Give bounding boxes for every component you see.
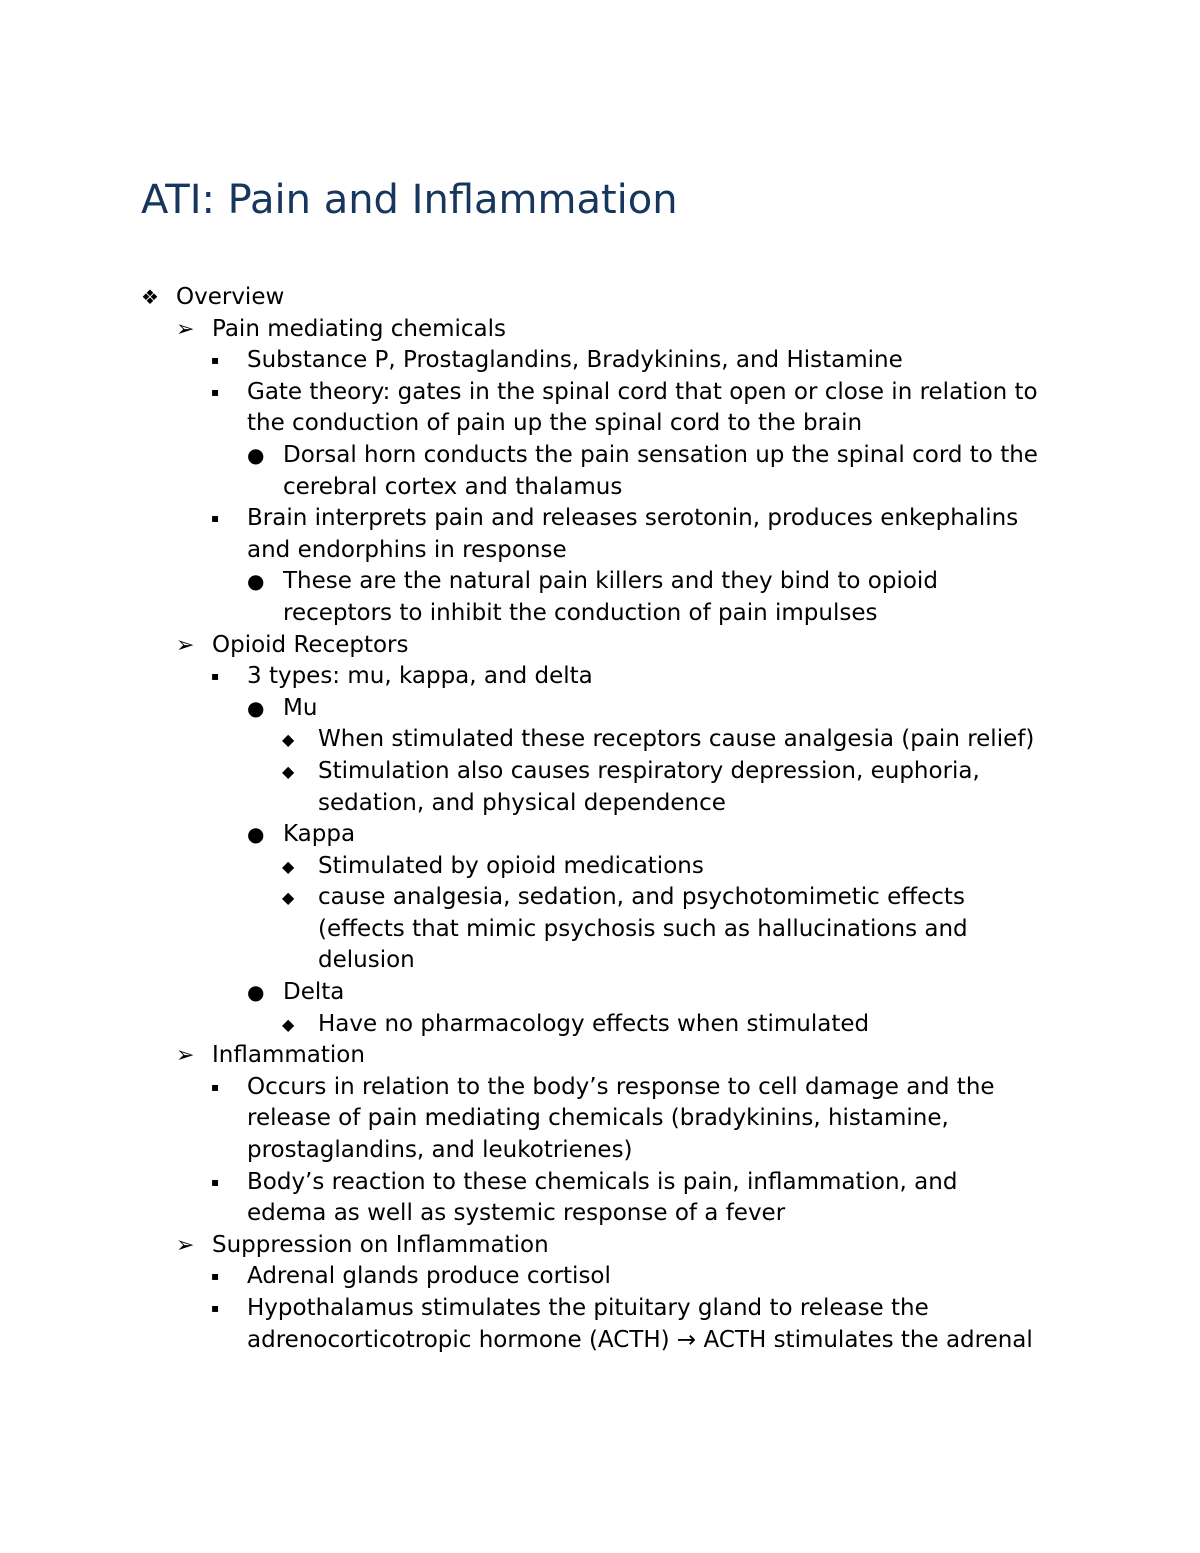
list-item bbox=[0, 630, 1060, 662]
list-item-continuation bbox=[0, 1135, 1060, 1167]
diamond-bullet-icon: ◆ bbox=[282, 856, 295, 876]
list-item bbox=[0, 977, 1060, 1009]
list-item bbox=[0, 693, 1060, 725]
list-item bbox=[0, 377, 1060, 409]
square-bullet-icon: ▪ bbox=[211, 669, 220, 684]
square-bullet-icon: ▪ bbox=[211, 511, 220, 526]
arrow-bullet-icon: ➢ bbox=[176, 1043, 195, 1069]
list-item bbox=[0, 282, 1060, 314]
list-item-text: and endorphins in response bbox=[247, 536, 567, 563]
list-item-text: Have no pharmacology effects when stimulated bbox=[318, 1010, 870, 1037]
list-item-continuation bbox=[0, 1325, 1060, 1357]
list-item-continuation bbox=[0, 945, 1060, 977]
list-item bbox=[0, 345, 1060, 377]
square-bullet-icon: ▪ bbox=[211, 1174, 220, 1189]
list-item-continuation bbox=[0, 788, 1060, 820]
list-item-text: Hypothalamus stimulates the pituitary gland to release the bbox=[247, 1295, 929, 1321]
square-bullet-icon: ▪ bbox=[211, 353, 220, 368]
list-item-text: edema as well as systemic response of a fever bbox=[247, 1200, 786, 1227]
list-item-text: release of pain mediating chemicals (bradykinins, histamine, bbox=[247, 1105, 949, 1132]
list-item bbox=[0, 882, 1060, 914]
list-item-continuation bbox=[0, 598, 1060, 630]
list-item bbox=[0, 851, 1060, 883]
list-item bbox=[0, 1293, 1060, 1325]
list-item bbox=[0, 314, 1060, 346]
list-item-text: Stimulated by opioid medications bbox=[318, 852, 704, 879]
list-item-continuation bbox=[0, 914, 1060, 946]
round-bullet-icon: ● bbox=[247, 569, 265, 594]
list-item-continuation bbox=[0, 408, 1060, 440]
list-item-text: Brain interprets pain and releases serotonin, produces enkephalins bbox=[247, 505, 1019, 532]
list-item-continuation bbox=[0, 472, 1060, 504]
list-item-text: the conduction of pain up the spinal cord to the brain bbox=[247, 410, 863, 437]
list-item bbox=[0, 566, 1060, 598]
list-item bbox=[0, 756, 1060, 788]
list-item bbox=[0, 661, 1060, 693]
square-bullet-icon: ▪ bbox=[211, 1301, 220, 1315]
square-bullet-icon: ▪ bbox=[211, 1269, 220, 1284]
list-item bbox=[0, 1261, 1060, 1293]
round-bullet-icon: ● bbox=[247, 442, 265, 467]
square-bullet-icon: ▪ bbox=[211, 384, 220, 399]
list-item-text: Adrenal glands produce cortisol bbox=[247, 1263, 611, 1290]
list-item bbox=[0, 1230, 1060, 1262]
list-item-text: Inflammation bbox=[212, 1042, 365, 1069]
list-item-text: When stimulated these receptors cause analgesia (pain relief) bbox=[318, 726, 1035, 753]
arrow-bullet-icon: ➢ bbox=[176, 316, 195, 342]
list-item-text: cerebral cortex and thalamus bbox=[283, 473, 623, 500]
page-title: ATI: Pain and Inflammation bbox=[141, 177, 678, 223]
list-item-continuation bbox=[0, 535, 1060, 567]
list-item-text: Stimulation also causes respiratory depression, euphoria, bbox=[318, 757, 980, 784]
arrow-bullet-icon: ➢ bbox=[176, 1232, 195, 1258]
round-bullet-icon: ● bbox=[247, 695, 265, 720]
arrow-bullet-icon: ➢ bbox=[176, 632, 195, 658]
list-item-text: prostaglandins, and leukotrienes) bbox=[247, 1137, 633, 1164]
list-item bbox=[0, 1009, 1060, 1041]
list-item-text: sedation, and physical dependence bbox=[318, 789, 726, 816]
list-item bbox=[0, 440, 1060, 472]
list-item-text: 3 types: mu, kappa, and delta bbox=[247, 663, 593, 690]
list-item-text: Gate theory: gates in the spinal cord that open or close in relation to bbox=[247, 378, 1038, 405]
round-bullet-icon: ● bbox=[247, 980, 265, 1005]
list-item-text: Kappa bbox=[283, 821, 356, 848]
diamond-bullet-icon: ◆ bbox=[282, 761, 295, 781]
list-item-text: Delta bbox=[283, 979, 345, 1006]
list-item bbox=[0, 724, 1060, 756]
list-item bbox=[0, 503, 1060, 535]
list-item-text: These are the natural pain killers and they bind to opioid bbox=[283, 568, 938, 595]
list-item-text: cause analgesia, sedation, and psychotomimetic effects bbox=[318, 884, 965, 911]
list-item-text: adrenocorticotropic hormone (ACTH) → ACTH stimulates the adrenal bbox=[247, 1326, 1033, 1353]
round-bullet-icon: ● bbox=[247, 822, 265, 847]
list-item-text: Overview bbox=[176, 284, 285, 310]
list-item bbox=[0, 1072, 1060, 1104]
list-item bbox=[0, 819, 1060, 851]
list-item-text: Body’s reaction to these chemicals is pain, inflammation, and bbox=[247, 1168, 958, 1195]
list-item bbox=[0, 1167, 1060, 1199]
outline-list bbox=[0, 282, 1200, 1356]
diamond-bullet-icon: ◆ bbox=[282, 1014, 295, 1034]
list-item-text: Mu bbox=[283, 694, 318, 721]
diamond-bullet-icon: ◆ bbox=[282, 888, 295, 908]
list-item-text: delusion bbox=[318, 947, 415, 974]
list-item-text: Opioid Receptors bbox=[212, 631, 409, 658]
list-item-text: (effects that mimic psychosis such as hallucinations and bbox=[318, 915, 968, 942]
list-item-continuation bbox=[0, 1198, 1060, 1230]
diamond-bullet-icon: ❖ bbox=[141, 285, 159, 309]
list-item bbox=[0, 1040, 1060, 1072]
list-item-text: receptors to inhibit the conduction of pain impulses bbox=[283, 599, 878, 626]
square-bullet-icon: ▪ bbox=[211, 1079, 220, 1094]
list-item-text: Dorsal horn conducts the pain sensation up the spinal cord to the bbox=[283, 441, 1038, 468]
diamond-bullet-icon: ◆ bbox=[282, 730, 295, 750]
list-item-text: Suppression on Inflammation bbox=[212, 1231, 549, 1258]
list-item-continuation bbox=[0, 1103, 1060, 1135]
list-item-text: Pain mediating chemicals bbox=[212, 315, 507, 342]
list-item-text: Occurs in relation to the body’s response to cell damage and the bbox=[247, 1073, 995, 1100]
list-item-text: Substance P, Prostaglandins, Bradykinins, and Histamine bbox=[247, 347, 903, 374]
